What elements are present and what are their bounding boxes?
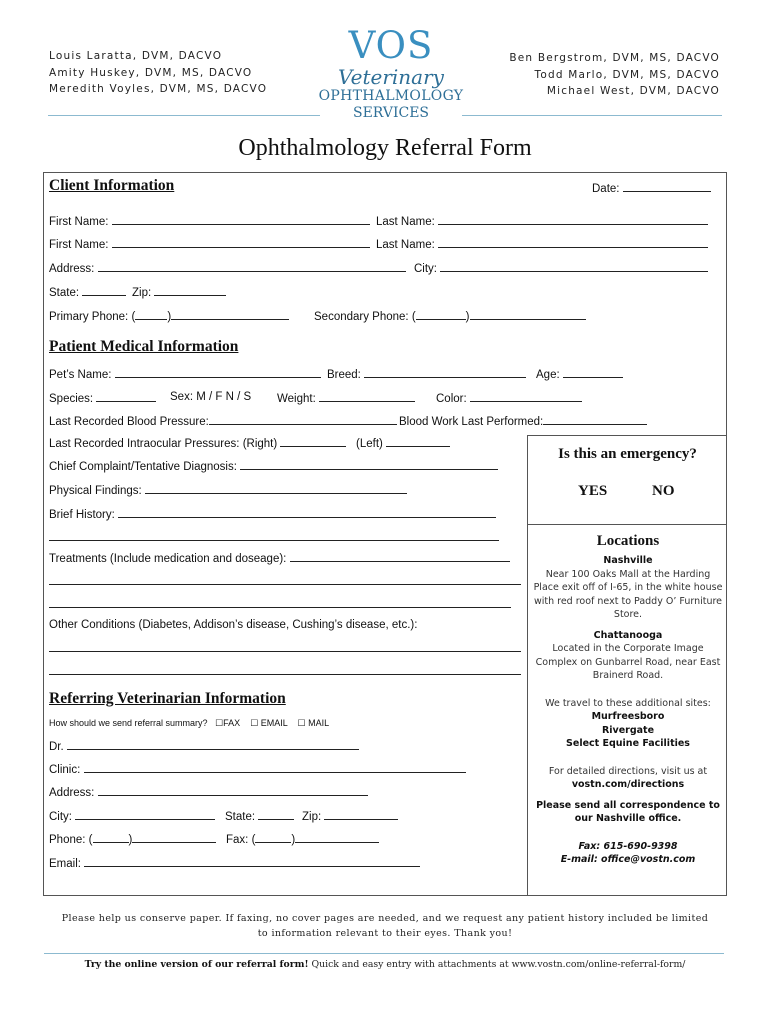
doctor-name: Michael West, DVM, DACVO [546,85,720,97]
online-form-note [0,959,770,970]
brief-history-label: Brief History: [49,509,115,521]
sex-field[interactable] [170,391,251,403]
chief-complaint-field[interactable] [49,459,498,473]
logo-line-veterinary: Veterinary [338,65,444,89]
vet-email-field[interactable] [49,856,420,870]
locations-panel [532,530,724,867]
vet-email-label: Email: [49,858,81,870]
form-title: Ophthalmology Referral Form [238,135,532,161]
chattanooga-label: Chattanooga [593,629,663,641]
blood-work-label: Blood Work Last Performed: [399,416,544,428]
weight-field[interactable] [277,391,415,405]
emergency-yes-option[interactable]: YES [578,483,608,499]
clinic-field[interactable] [49,762,466,776]
vet-city-label: City: [49,811,72,823]
client-last-name-field-2[interactable] [376,237,708,251]
client-address-field[interactable] [49,261,406,275]
doctors-left-list [49,48,267,98]
summary-method-question: How should we send referral summary? [49,718,208,728]
header-rule-right [462,115,722,116]
client-city-field[interactable] [414,261,708,275]
brief-history-line-2[interactable] [49,530,499,544]
client-first-name-field[interactable] [49,214,370,228]
vet-address-field[interactable] [49,785,368,799]
vet-fax-label: Fax: [226,834,249,846]
breed-field[interactable] [327,367,526,381]
paren-open: ( [131,311,136,323]
secondary-phone-label: Secondary Phone: [314,311,409,323]
vet-phone-field[interactable] [49,832,216,846]
fax-option-label: FAX [223,718,241,728]
paren-close: ) [465,311,470,323]
pets-name-label: Pet’s Name: [49,369,112,381]
doctors-right-list [509,50,720,100]
age-label: Age: [536,369,560,381]
other-conditions-line-2[interactable] [49,664,521,678]
doctor-name: Ben Bergstrom, DVM, MS, DACVO [509,52,720,64]
blood-pressure-field[interactable] [49,414,397,428]
paren-close: ) [128,834,133,846]
emergency-question: Is this an emergency? [558,446,697,462]
vet-state-field[interactable] [225,809,294,823]
mail-option-label: MAIL [308,718,330,728]
blood-pressure-label: Last Recorded Blood Pressure: [49,416,209,428]
patient-medical-heading: Patient Medical Information [49,338,239,355]
logo-line-services: SERVICES [352,105,429,121]
doctor-name: Todd Marlo, DVM, MS, DACVO [534,68,720,81]
other-conditions-field[interactable] [49,619,417,631]
nashville-label: Nashville [603,555,653,566]
nashville-description: Near 100 Oaks Mall at the Harding Place exit off of I-65, in the white house with red roof next to Paddy O’ Furniture Store. [533,568,723,620]
client-information-heading: Client Information [49,177,175,194]
paren-close: ) [167,311,172,323]
last-name-label: Last Name: [376,216,435,228]
dr-label: Dr. [49,741,64,753]
fax-number: Fax: 615-690-9398 [578,840,678,852]
city-label: City: [414,263,437,275]
vet-address-label: Address: [49,787,95,799]
online-form-bold: Try the online version of our referral form! [84,959,309,970]
clinic-label: Clinic: [49,764,81,776]
other-conditions-line-1[interactable] [49,641,521,655]
iop-right-label: (Right) [242,438,278,450]
color-label: Color: [436,393,467,405]
office-email[interactable]: E-mail: office@vostn.com [560,854,696,865]
site-murfreesboro: Murfreesboro [591,711,665,722]
blood-work-field[interactable] [399,414,647,428]
brief-history-field[interactable] [49,507,496,521]
summary-method-row [49,718,329,729]
dr-field[interactable] [49,739,359,753]
travel-sites-intro: We travel to these additional sites: [545,697,711,709]
color-field[interactable] [436,391,582,405]
vos-logo [318,26,464,122]
physical-findings-field[interactable] [49,483,407,497]
date-label: Date: [592,183,620,195]
treatments-field[interactable] [49,551,510,565]
first-name-label: First Name: [49,239,109,251]
client-first-name-field-2[interactable] [49,237,370,251]
emergency-no-option[interactable]: NO [652,483,675,499]
iop-label: Last Recorded Intraocular Pressures: [49,438,240,450]
vet-phone-label: Phone: [49,834,86,846]
primary-phone-label: Primary Phone: [49,311,129,323]
emergency-box [528,436,727,525]
vet-zip-label: Zip: [302,811,322,823]
doctor-name: Amity Huskey, DVM, MS, DACVO [49,66,253,79]
correspondence-note: Please send all correspondence to our Nashville office. [536,799,720,824]
pets-name-field[interactable] [49,367,321,381]
paren-open: ( [411,311,416,323]
date-field[interactable] [592,181,711,195]
referring-vet-heading: Referring Veterinarian Information [49,690,286,707]
conserve-paper-note: Please help us conserve paper. If faxing, no cover pages are needed, and we request any patient history included be limited to information relevant to their eyes. Thank you! [61,913,709,939]
footer-rule [44,953,724,954]
sex-label: Sex: [170,391,194,403]
logo-mark: VOS [348,24,434,67]
vet-city-field[interactable] [49,809,215,823]
fax-checkbox[interactable]: ☐ [215,718,224,728]
sex-options: M / F N / S [196,391,252,403]
header-rule-left [48,115,320,116]
vet-zip-field[interactable] [302,809,398,823]
vet-state-label: State: [225,811,256,823]
site-rivergate: Rivergate [601,724,655,736]
species-field[interactable] [49,391,156,405]
species-label: Species: [49,393,94,405]
chief-complaint-label: Chief Complaint/Tentative Diagnosis: [49,461,237,473]
physical-findings-label: Physical Findings: [49,485,142,497]
first-name-label: First Name: [49,216,109,228]
email-option-label: EMAIL [260,718,288,728]
weight-label: Weight: [277,393,316,405]
logo-line-ophthalmology: OPHTHALMOLOGY [318,88,464,104]
vet-fax-field[interactable] [226,832,379,846]
treatments-line-3[interactable] [49,597,511,611]
client-last-name-field[interactable] [376,214,708,228]
paren-open: ( [251,834,256,846]
other-conditions-label: Other Conditions (Diabetes, Addison’s disease, Cushing’s disease, etc.): [49,619,418,631]
secondary-phone-field[interactable] [314,309,586,323]
chattanooga-description: Located in the Corporate Image Complex on Gunbarrel Road, near East Brainerd Road. [535,643,721,681]
last-name-label: Last Name: [376,239,435,251]
primary-phone-field[interactable] [49,309,289,323]
doctor-name: Louis Laratta, DVM, DACVO [49,50,223,62]
paren-open: ( [88,834,93,846]
address-label: Address: [49,263,95,275]
client-zip-field[interactable] [132,285,226,299]
online-form-link[interactable]: Quick and easy entry with attachments at www.vostn.com/online-referral-form/ [311,959,686,970]
treatments-label: Treatments (Include medication and doseage): [49,553,287,565]
client-state-field[interactable] [49,285,126,299]
paren-close: ) [291,834,296,846]
state-label: State: [49,287,80,299]
site-equine: Select Equine Facilities [566,738,690,749]
age-field[interactable] [536,367,623,381]
mail-checkbox[interactable]: ☐ [297,718,306,728]
treatments-line-2[interactable] [49,574,521,588]
doctor-name: Meredith Voyles, DVM, MS, DACVO [49,83,268,95]
iop-left-label: (Left) [356,438,383,450]
zip-label: Zip: [132,287,152,299]
iop-field[interactable] [49,436,450,450]
directions-url[interactable]: vostn.com/directions [571,779,685,790]
breed-label: Breed: [327,369,361,381]
email-checkbox[interactable]: ☐ [250,718,259,728]
locations-heading: Locations [596,533,660,549]
directions-text: For detailed directions, visit us at [548,765,708,777]
